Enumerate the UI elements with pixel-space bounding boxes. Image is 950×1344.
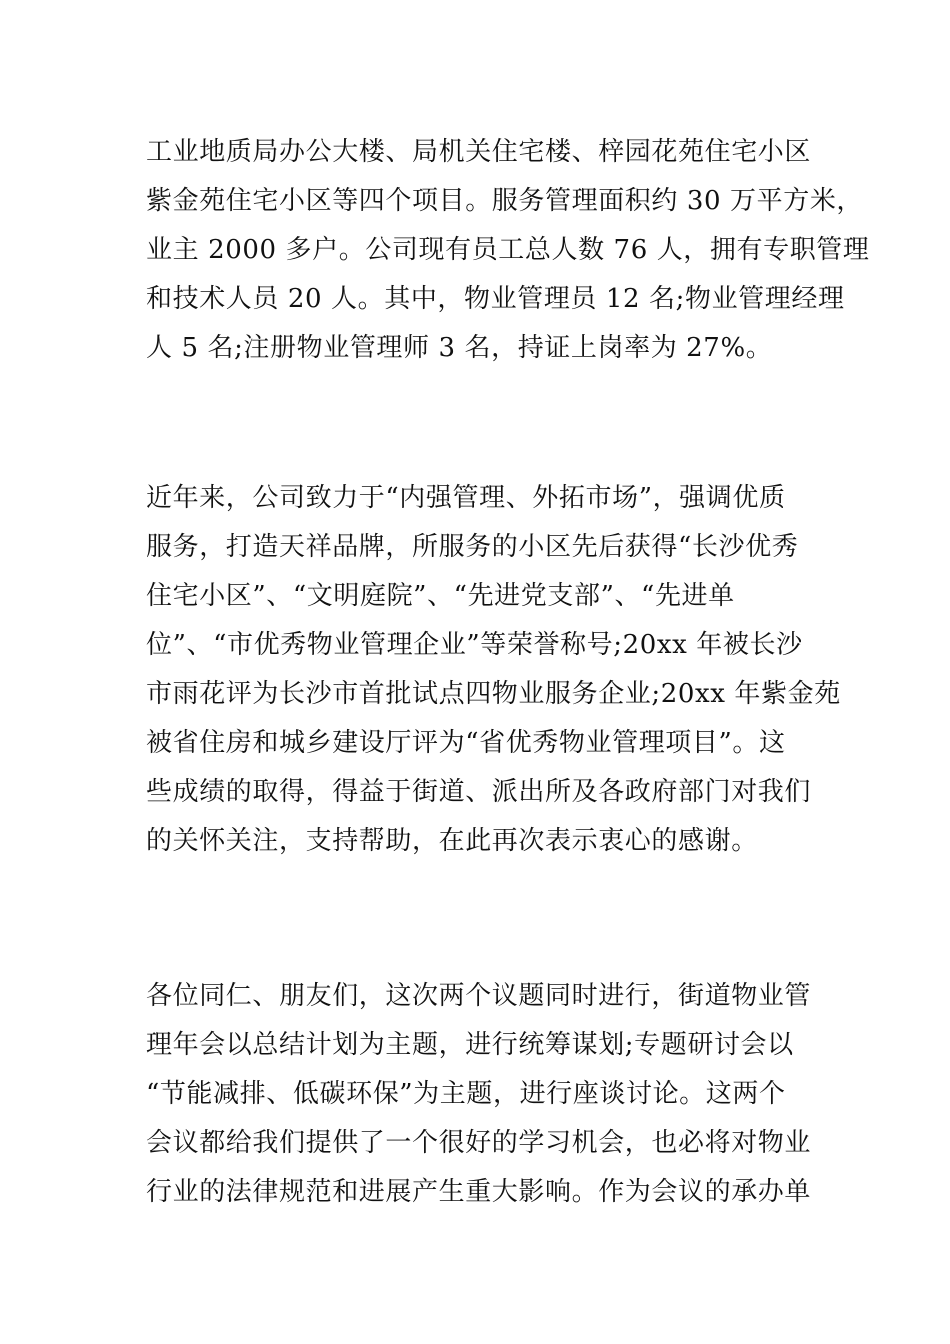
text-line: 和技术人员 20 人。其中，物业管理员 12 名;物业管理经理 bbox=[146, 284, 845, 314]
text-line: 被省住房和城乡建设厅评为“省优秀物业管理项目”。这 bbox=[146, 728, 786, 758]
text-line: 位”、“市优秀物业管理企业”等荣誉称号;20xx 年被长沙 bbox=[146, 630, 803, 660]
text-line: 紫金苑住宅小区等四个项目。服务管理面积约 30 万平方米， bbox=[146, 186, 864, 216]
text-line: 服务，打造天祥品牌，所服务的小区先后获得“长沙优秀 bbox=[146, 532, 799, 562]
text-line: 市雨花评为长沙市首批试点四物业服务企业;20xx 年紫金苑 bbox=[146, 679, 841, 709]
text-line: 近年来，公司致力于“内强管理、外拓市场”，强调优质 bbox=[146, 483, 786, 513]
text-line: 人 5 名;注册物业管理师 3 名，持证上岗率为 27%。 bbox=[146, 333, 773, 363]
text-line: 住宅小区”、“文明庭院”、“先进党支部”、“先进单 bbox=[146, 581, 735, 611]
text-line: 业主 2000 多户。公司现有员工总人数 76 人，拥有专职管理 bbox=[146, 235, 870, 265]
text-line: 些成绩的取得，得益于街道、派出所及各政府部门对我们 bbox=[146, 777, 812, 807]
text-line: “节能减排、低碳环保”为主题，进行座谈讨论。这两个 bbox=[146, 1079, 786, 1109]
paragraph-company-overview bbox=[146, 128, 870, 373]
paragraph-achievements bbox=[146, 474, 841, 866]
paragraph-meeting-topics bbox=[146, 972, 810, 1217]
text-line: 行业的法律规范和进展产生重大影响。作为会议的承办单 bbox=[146, 1177, 812, 1207]
text-line: 会议都给我们提供了一个很好的学习机会，也必将对物业 bbox=[146, 1128, 812, 1158]
text-line: 的关怀关注，支持帮助，在此再次表示衷心的感谢。 bbox=[146, 826, 758, 856]
text-line: 工业地质局办公大楼、局机关住宅楼、梓园花苑住宅小区 bbox=[146, 137, 812, 167]
text-line: 理年会以总结计划为主题，进行统筹谋划;专题研讨会以 bbox=[146, 1030, 794, 1060]
text-line: 各位同仁、朋友们，这次两个议题同时进行，街道物业管 bbox=[146, 981, 812, 1011]
